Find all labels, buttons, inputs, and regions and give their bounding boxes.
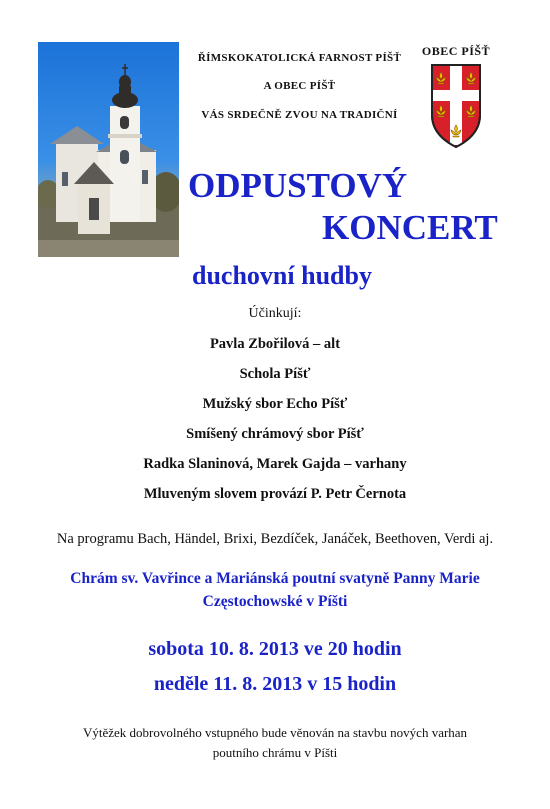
footer-line1: Výtěžek dobrovolného vstupného bude věnován na stavbu nových varhan	[82, 725, 468, 740]
header-line-parish: ŘÍMSKOKATOLICKÁ FARNOST PÍŠŤ	[197, 52, 402, 64]
event-title-line1: ODPUSTOVÝ	[188, 166, 408, 205]
venue	[0, 567, 550, 613]
coat-of-arms-icon	[430, 63, 482, 149]
venue-line2: Częstochowské v Píšti	[202, 593, 348, 610]
event-date: neděle 11. 8. 2013 v 15 hodin	[153, 673, 397, 695]
church-illustration	[38, 42, 179, 257]
program-composers: Na programu Bach, Händel, Brixi, Bezdíček, Janáček, Beethoven, Verdi aj.	[56, 531, 494, 547]
performer-item: Schola Píšť	[239, 366, 311, 382]
church-photo	[38, 42, 179, 257]
performers-list	[0, 306, 550, 503]
header-line-town: A OBEC PÍŠŤ	[263, 80, 336, 92]
performer-item: Mužský sbor Echo Píšť	[202, 396, 348, 412]
performers-lead: Účinkují:	[248, 306, 302, 321]
town-crest	[416, 44, 496, 154]
performer-item: Pavla Zbořilová – alt	[209, 336, 341, 352]
event-title-line2: KONCERT	[322, 208, 498, 247]
performer-item: Mluveným slovem provází P. Petr Černota	[143, 486, 407, 502]
performer-item: Radka Slaninová, Marek Gajda – varhany	[143, 456, 407, 472]
footer-note	[0, 723, 550, 763]
crest-title: OBEC PÍŠŤ	[421, 44, 491, 58]
event-dates	[0, 638, 550, 696]
event-date: sobota 10. 8. 2013 ve 20 hodin	[148, 638, 402, 660]
header-line-invite: VÁS SRDEČNĚ ZVOU NA TRADIČNÍ	[201, 109, 398, 121]
performer-item: Smíšený chrámový sbor Píšť	[186, 426, 364, 442]
event-subtitle: duchovní hudby	[192, 261, 372, 290]
venue-line1: Chrám sv. Vavřince a Mariánská poutní svatyně Panny Marie	[70, 570, 480, 587]
header-invitation	[192, 52, 407, 121]
footer-line2: poutního chrámu v Píšti	[212, 745, 338, 760]
